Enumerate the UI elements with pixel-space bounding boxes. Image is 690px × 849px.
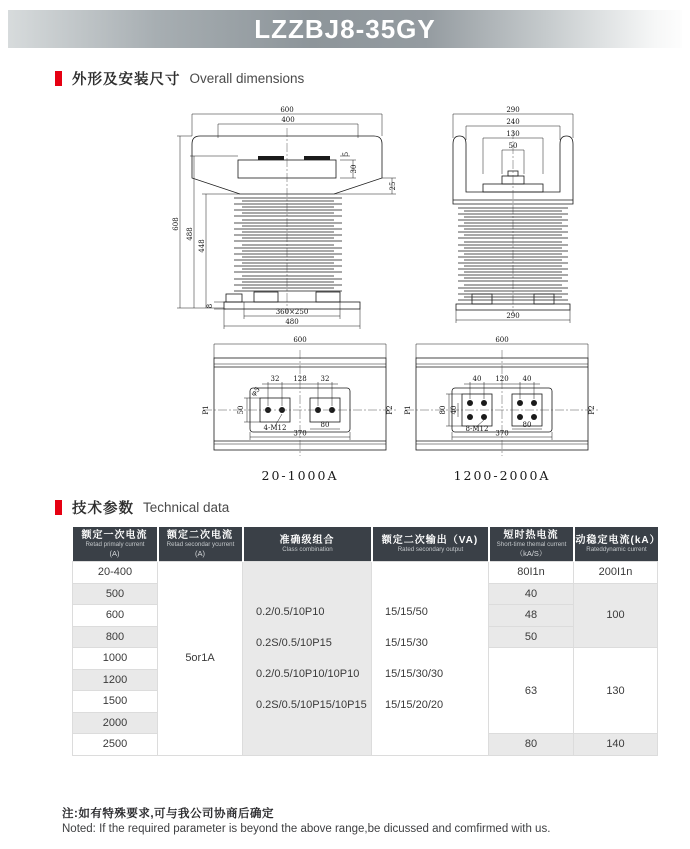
dim-40-side: 40 [450,405,458,415]
dim-608: 608 [172,217,180,231]
thread-label: 4-M12 [263,424,287,432]
tvs-outline [203,350,397,456]
thermal-current-cell: 40 [489,583,574,605]
section-title-zh: 外形及安装尺寸 [72,72,181,88]
dim-448: 448 [198,239,206,253]
secondary-current-cell: 5or1A [158,562,243,756]
dim-600: 600 [293,336,307,344]
section-heading-dimensions [55,68,304,89]
dim-130: 130 [506,130,520,138]
terminal-p1-label: P1 [404,405,412,415]
dim-hole: φ5 [249,385,262,398]
dim-480: 480 [285,318,299,326]
top-view-small-drawing [200,336,400,462]
caption-large-range: 1200-2000A [453,468,551,483]
dim-600: 600 [280,106,294,114]
front-dimension-lines [177,114,396,329]
terminal-p2-label: P2 [386,405,394,415]
header-primary-current: 额定一次电流 Retad primaly current (A) [73,527,158,562]
note-en: Noted: If the required parameter is beyond the above range,be dicussed and comfirmed with us. [62,823,551,835]
secondary-output-cell: 15/15/50 15/15/30 15/15/30/30 15/15/20/20 [372,562,489,756]
front-view-drawing [170,104,404,334]
primary-current-cell: 2500 [73,734,158,756]
dim-128: 128 [293,375,307,383]
section-title-en: Technical data [143,500,230,515]
section-heading-technical [55,497,229,518]
section-title-zh: 技术参数 [72,501,134,517]
product-title: LZZBJ8-35GY [254,13,436,44]
dim-600: 600 [495,336,509,344]
thermal-current-cell: 63 [489,648,574,734]
header-secondary-output: 额定二次输出（VA) Rated secondary output [372,527,489,562]
primary-current-cell: 1500 [73,691,158,713]
class-combination-cell: 0.2/0.5/10P10 0.2S/0.5/10P15 0.2/0.5/10P10/10P10 0.2S/0.5/10P15/10P15 [243,562,372,756]
thermal-current-cell: 80I1n [489,562,574,584]
dim-290-bottom: 290 [506,312,520,320]
primary-current-cell: 2000 [73,712,158,734]
dimension-drawings [0,104,690,486]
header-class-combination: 准确级组合 Class combination [243,527,372,562]
primary-current-cell: 1200 [73,669,158,691]
terminal-p2-label: P2 [588,405,596,415]
primary-current-cell: 20-400 [73,562,158,584]
red-accent-bar [55,500,62,515]
dim-32-right: 32 [320,375,330,383]
front-bellows [234,198,342,291]
thermal-current-cell: 50 [489,626,574,648]
side-view-drawing [428,104,598,334]
dim-25: 25 [389,181,397,191]
primary-current-cell: 800 [73,626,158,648]
technical-data-table [72,527,661,756]
dim-50: 50 [237,405,245,415]
dim-40-right: 40 [522,375,532,383]
dim-488: 488 [186,227,194,241]
tvl-outline [405,350,599,456]
thermal-current-cell: 80 [489,734,574,756]
dim-8: 8 [206,303,214,309]
thermal-current-cell: 48 [489,605,574,627]
dim-120: 120 [495,375,509,383]
table-row [73,562,658,584]
dim-80: 80 [522,421,532,429]
side-body-outline [453,130,573,314]
primary-current-cell: 600 [73,605,158,627]
footer-note [62,805,550,835]
dim-50: 50 [508,142,518,150]
dim-base: 360×250 [275,308,309,316]
thread-label: 8-M12 [465,425,489,433]
dim-40-left: 40 [472,375,482,383]
header-thermal-current: 短时热电流 Short-time themal current （kA/S） [489,527,574,562]
dim-80: 80 [320,421,330,429]
top-view-large-drawing [402,336,602,462]
red-accent-bar [55,71,62,86]
dim-290-top: 290 [506,106,520,114]
header-secondary-current: 额定二次电流 Retad secondar ycurrent (A) [158,527,243,562]
table-body [73,562,658,756]
dim-240: 240 [506,118,520,126]
primary-current-cell: 500 [73,583,158,605]
dim-30: 30 [350,164,358,174]
caption-small-range: 20-1000A [261,468,339,483]
dim-400: 400 [281,116,295,124]
section-title-en: Overall dimensions [189,71,305,86]
dynamic-current-cell: 130 [574,648,658,734]
dynamic-current-cell: 200I1n [574,562,658,584]
dim-80-side: 80 [439,405,447,415]
dim-370: 370 [495,429,509,438]
dynamic-current-cell: 140 [574,734,658,756]
table-header [73,527,661,562]
product-title-banner [8,10,682,48]
terminal-p1-label: P1 [202,405,210,415]
note-zh: 注:如有特殊要求,可与我公司协商后确定 [62,808,275,820]
header-dynamic-current: 动稳定电流(kA） Rateddynamic current [574,527,658,562]
front-base [224,292,360,309]
dim-370: 370 [293,429,307,438]
primary-current-cell: 1000 [73,648,158,670]
dynamic-current-cell: 100 [574,583,658,648]
dim-32-left: 32 [270,375,280,383]
dim-5: 5 [342,151,350,157]
